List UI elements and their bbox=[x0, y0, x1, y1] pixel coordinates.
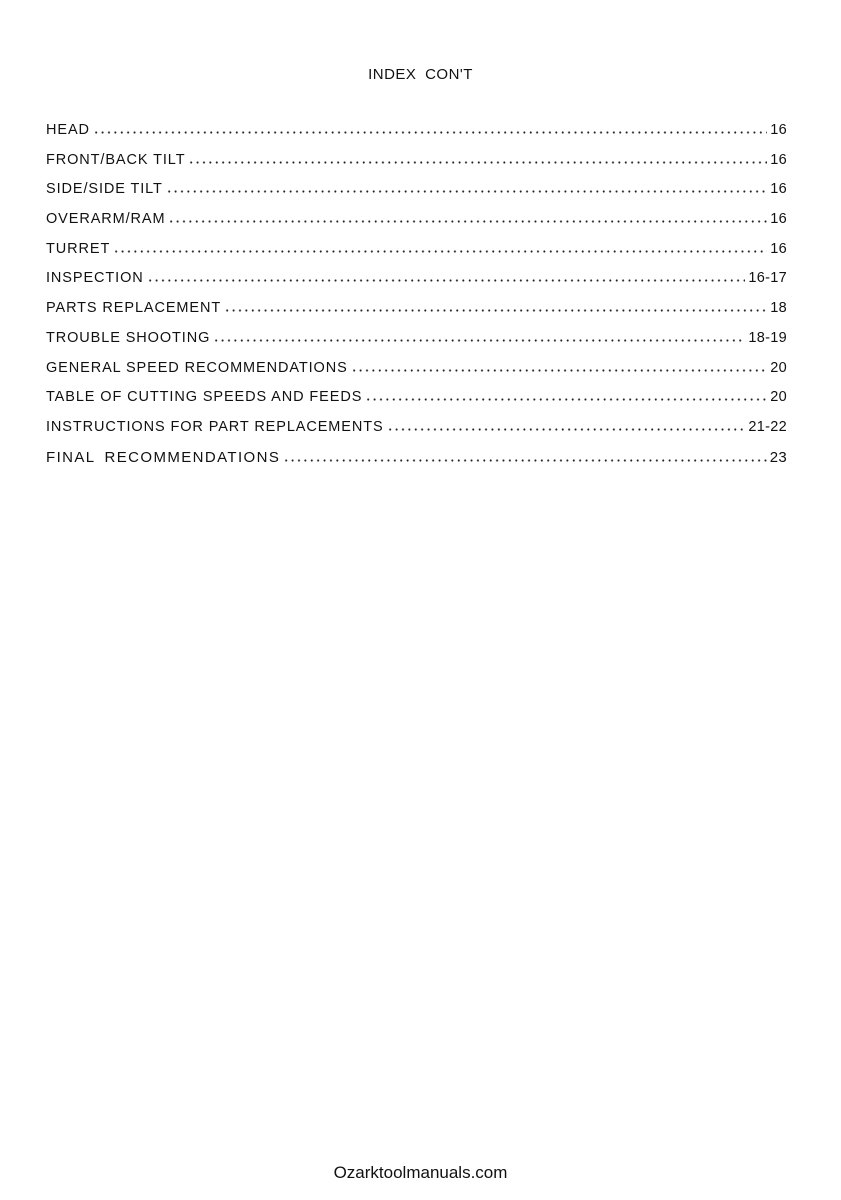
toc-entry-page: 20 bbox=[770, 359, 787, 376]
toc-entry-overarm-ram bbox=[46, 211, 787, 241]
dot-leader bbox=[387, 419, 746, 431]
dot-leader bbox=[147, 270, 746, 282]
toc-entry-trouble-shooting bbox=[46, 330, 787, 360]
toc-entry-label: FRONT/BACK TILT bbox=[46, 151, 186, 168]
toc-entry-parts-replacement bbox=[46, 300, 787, 330]
toc-entry-label: TABLE OF CUTTING SPEEDS AND FEEDS bbox=[46, 389, 363, 406]
page-title: INDEX CON'T bbox=[368, 66, 473, 83]
toc-entry-label: GENERAL SPEED RECOMMENDATIONS bbox=[46, 359, 348, 376]
dot-leader bbox=[283, 450, 766, 462]
toc-entry-page: 16 bbox=[770, 211, 787, 228]
toc-entry-label: SIDE/SIDE TILT bbox=[46, 181, 163, 198]
toc-entry-general-speed-recommendations bbox=[46, 360, 787, 390]
toc-entry-label: TURRET bbox=[46, 240, 111, 257]
toc-entry-instructions-part-replacements bbox=[46, 419, 787, 449]
dot-leader bbox=[213, 330, 745, 342]
dot-leader bbox=[351, 360, 768, 372]
toc-entry-page: 23 bbox=[769, 448, 787, 466]
table-of-contents bbox=[46, 122, 787, 478]
toc-entry-page: 16 bbox=[770, 240, 787, 257]
toc-entry-label: OVERARM/RAM bbox=[46, 211, 166, 228]
toc-entry-head bbox=[46, 122, 787, 152]
toc-entry-final-recommendations bbox=[46, 449, 787, 479]
dot-leader bbox=[188, 152, 767, 164]
toc-entry-page: 18-19 bbox=[748, 329, 787, 346]
toc-entry-label: TROUBLE SHOOTING bbox=[46, 329, 211, 346]
footer-website: Ozarktoolmanuals.com bbox=[333, 1163, 508, 1182]
dot-leader bbox=[113, 241, 767, 253]
toc-entry-turret bbox=[46, 241, 787, 271]
toc-entry-label: PARTS REPLACEMENT bbox=[46, 300, 222, 317]
toc-entry-page: 21-22 bbox=[748, 418, 787, 435]
dot-leader bbox=[93, 122, 767, 134]
toc-entry-page: 16 bbox=[770, 151, 787, 168]
toc-entry-label: HEAD bbox=[46, 122, 90, 138]
toc-entry-side-side-tilt bbox=[46, 181, 787, 211]
toc-entry-label: FINAL RECOMMENDATIONS bbox=[46, 448, 281, 466]
toc-entry-page: 16 bbox=[770, 181, 787, 198]
toc-entry-page: 18 bbox=[770, 300, 787, 317]
toc-entry-front-back-tilt bbox=[46, 152, 787, 182]
toc-entry-page: 16 bbox=[770, 122, 787, 138]
toc-entry-label: INSTRUCTIONS FOR PART REPLACEMENTS bbox=[46, 418, 384, 435]
dot-leader bbox=[166, 181, 767, 193]
dot-leader bbox=[168, 211, 767, 223]
toc-entry-page: 16-17 bbox=[748, 270, 787, 287]
toc-entry-label: INSPECTION bbox=[46, 270, 144, 287]
toc-entry-inspection bbox=[46, 270, 787, 300]
toc-entry-table-of-cutting-speeds bbox=[46, 389, 787, 419]
dot-leader bbox=[224, 300, 767, 312]
dot-leader bbox=[365, 389, 767, 401]
toc-entry-page: 20 bbox=[770, 389, 787, 406]
